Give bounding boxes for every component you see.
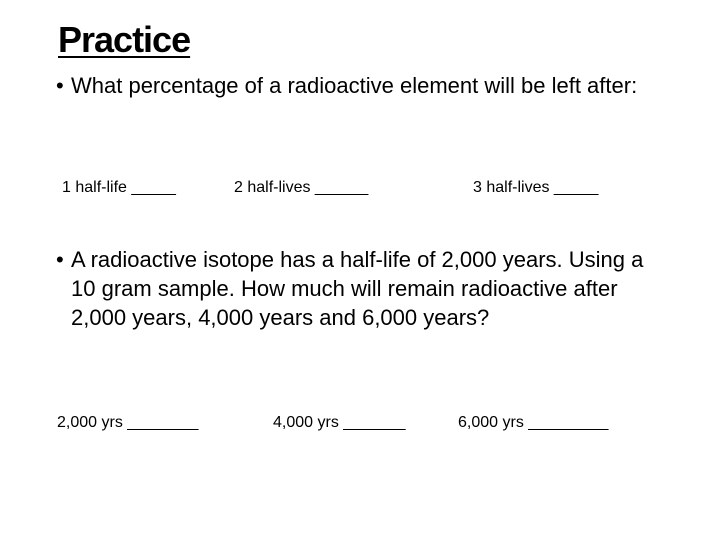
question-2 — [56, 245, 666, 332]
answer-blank-1-half-life: 1 half-life _____ — [62, 179, 176, 196]
slide-title: Practice — [58, 19, 191, 60]
question-1-text: What percentage of a radioactive element will be left after: — [71, 73, 638, 98]
question-1 — [56, 71, 666, 100]
answer-blank-2000-yrs: 2,000 yrs ________ — [57, 414, 199, 431]
answer-blank-4000-yrs: 4,000 yrs _______ — [273, 414, 406, 431]
answer-blank-2-half-lives: 2 half-lives ______ — [234, 179, 369, 196]
answer-blank-3-half-lives: 3 half-lives _____ — [473, 179, 599, 196]
bullet-point-icon: • — [56, 247, 64, 272]
question-2-text: A radioactive isotope has a half-life of 2,000 years. Using a 10 gram sample. How much will remain radioactive after 2,000 years, 4,000 years and 6,000 years? — [71, 247, 644, 330]
answer-blank-6000-yrs: 6,000 yrs _________ — [458, 414, 609, 431]
bullet-point-icon: • — [56, 73, 64, 98]
